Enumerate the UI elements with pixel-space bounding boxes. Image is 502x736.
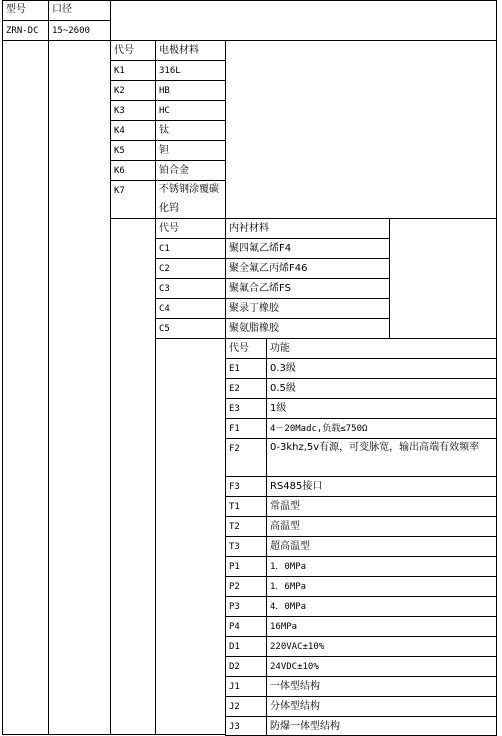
function-name: 4－20Madc,负载≤750Ω — [270, 424, 368, 434]
function-code: T3 — [229, 542, 240, 552]
function-name-cell — [266, 636, 497, 656]
lining-name-header — [225, 218, 389, 238]
function-code: E2 — [229, 384, 240, 394]
electrode-name-cell — [155, 160, 225, 180]
function-code: P3 — [229, 602, 240, 612]
electrode-code-cell — [110, 180, 155, 218]
function-name-header — [266, 338, 497, 358]
function-code-cell — [225, 616, 266, 636]
electrode-name: 钛 — [159, 125, 169, 136]
model-value — [2, 20, 48, 40]
function-code: D2 — [229, 662, 240, 672]
function-code-cell — [225, 496, 266, 516]
function-code: J2 — [229, 702, 240, 712]
function-code: E1 — [229, 364, 240, 374]
function-name: 常温型 — [270, 501, 300, 512]
function-code-cell — [225, 358, 266, 378]
electrode-code: K5 — [114, 146, 125, 156]
electrode-name: HC — [159, 106, 170, 116]
lining-name-cell — [225, 258, 389, 278]
function-code-cell — [225, 418, 266, 438]
electrode-code-cell — [110, 80, 155, 100]
function-name: 1级 — [270, 403, 287, 414]
function-name: 1．6MPa — [270, 582, 307, 592]
electrode-code: K2 — [114, 86, 125, 96]
lining-code: C3 — [159, 284, 170, 294]
function-code-cell — [225, 636, 266, 656]
lining-code: C2 — [159, 264, 170, 274]
electrode-code: K3 — [114, 106, 125, 116]
model-span — [2, 40, 48, 735]
function-code: P1 — [229, 562, 240, 572]
lining-code-cell — [155, 238, 225, 258]
function-name: 4．0MPa — [270, 602, 307, 612]
electrode-code-header — [110, 40, 155, 60]
lining-span — [155, 338, 225, 735]
lining-name: 聚全氟乙丙烯F46 — [229, 263, 308, 274]
function-name: 0-3khz,5v有源，可变脉宽，输出高端有效频率 — [270, 442, 480, 453]
electrode-name-header — [155, 40, 225, 60]
electrode-name-cell — [155, 60, 225, 80]
function-code: P4 — [229, 622, 240, 632]
function-code: F1 — [229, 424, 240, 434]
function-name: 一体型结构 — [270, 681, 320, 692]
function-code-cell — [225, 476, 266, 496]
function-code-cell — [225, 516, 266, 536]
electrode-name-cell — [155, 180, 225, 218]
electrode-code: K4 — [114, 126, 125, 136]
function-name-header-label: 功能 — [270, 343, 290, 354]
lining-code-header-label: 代号 — [159, 223, 179, 234]
function-code-cell — [225, 536, 266, 556]
function-name: 0.5级 — [270, 383, 296, 394]
function-name: 0.3级 — [270, 363, 296, 374]
electrode-code-cell — [110, 160, 155, 180]
function-code-cell — [225, 716, 266, 736]
electrode-code: K1 — [114, 66, 125, 76]
caliber-header — [48, 0, 110, 20]
function-name-cell — [266, 476, 497, 496]
function-name: RS485接口 — [270, 481, 323, 492]
lining-name: 聚氟合乙烯FS — [229, 283, 291, 294]
function-name-cell — [266, 418, 497, 438]
function-code-cell — [225, 398, 266, 418]
function-name-cell — [266, 556, 497, 576]
function-code: D1 — [229, 642, 240, 652]
electrode-name-header-label: 电极材料 — [159, 45, 199, 56]
function-name-cell — [266, 576, 497, 596]
function-code: T1 — [229, 502, 240, 512]
electrode-name: HB — [159, 86, 170, 96]
electrode-name: 316L — [159, 66, 181, 76]
function-code-cell — [225, 696, 266, 716]
function-code-cell — [225, 656, 266, 676]
function-code-cell — [225, 596, 266, 616]
function-code: F2 — [229, 444, 240, 454]
blank-top-right — [110, 0, 497, 40]
function-code: E3 — [229, 404, 240, 414]
model-value-text: ZRN-DC — [6, 26, 39, 36]
function-code: F3 — [229, 482, 240, 492]
function-code-cell — [225, 378, 266, 398]
lining-code-cell — [155, 258, 225, 278]
function-name-cell — [266, 596, 497, 616]
electrode-code-cell — [110, 140, 155, 160]
electrode-name: 铂合金 — [159, 165, 189, 176]
caliber-span — [48, 40, 110, 735]
lining-code-header — [155, 218, 225, 238]
function-name-cell — [266, 438, 497, 476]
function-name-cell — [266, 358, 497, 378]
function-code-cell — [225, 438, 266, 476]
function-name: 防爆一体型结构 — [270, 721, 340, 732]
electrode-code-cell — [110, 60, 155, 80]
blank-lining-right — [389, 218, 497, 338]
lining-code-cell — [155, 278, 225, 298]
caliber-value-text: 15~2600 — [52, 26, 90, 36]
lining-name: 聚录丁橡胶 — [229, 303, 279, 314]
electrode-name-cell — [155, 100, 225, 120]
electrode-name: 钽 — [159, 145, 169, 156]
lining-code-cell — [155, 298, 225, 318]
electrode-name-cell — [155, 120, 225, 140]
function-name-cell — [266, 616, 497, 636]
lining-code-cell — [155, 318, 225, 338]
lining-name: 聚四氟乙烯F4 — [229, 243, 292, 254]
lining-code: C1 — [159, 244, 170, 254]
caliber-header-label: 口径 — [52, 4, 72, 15]
function-name-cell — [266, 398, 497, 418]
electrode-code-cell — [110, 100, 155, 120]
lining-name-cell — [225, 238, 389, 258]
function-name-cell — [266, 696, 497, 716]
function-code: J3 — [229, 722, 240, 732]
lining-name-cell — [225, 298, 389, 318]
electrode-code: K6 — [114, 166, 125, 176]
electrode-code-header-label: 代号 — [114, 45, 134, 56]
lining-name-cell — [225, 278, 389, 298]
function-name-cell — [266, 516, 497, 536]
electrode-code: K7 — [114, 186, 125, 196]
function-code: P2 — [229, 582, 240, 592]
lining-code: C4 — [159, 304, 170, 314]
caliber-value — [48, 20, 110, 40]
lining-name-cell — [225, 318, 389, 338]
function-name: 超高温型 — [270, 541, 310, 552]
function-name-cell — [266, 716, 497, 736]
function-name: 16MPa — [270, 622, 298, 632]
function-code-cell — [225, 676, 266, 696]
function-name: 1．0MPa — [270, 562, 307, 572]
model-header-label: 型号 — [6, 4, 26, 15]
function-code-header — [225, 338, 266, 358]
function-code: T2 — [229, 522, 240, 532]
function-name: 分体型结构 — [270, 701, 320, 712]
electrode-name-cell — [155, 80, 225, 100]
function-code: J1 — [229, 682, 240, 692]
function-name: 高温型 — [270, 521, 300, 532]
function-code-cell — [225, 576, 266, 596]
lining-name-header-label: 内衬材料 — [229, 223, 269, 234]
lining-name: 聚氨脂橡胶 — [229, 323, 279, 334]
function-name-cell — [266, 656, 497, 676]
function-name: 220VAC±10% — [270, 642, 325, 652]
model-header — [2, 0, 48, 20]
function-code-cell — [225, 556, 266, 576]
electrode-span — [110, 218, 155, 735]
electrode-code-cell — [110, 120, 155, 140]
electrode-name: 不锈钢涂覆碳化钨 — [159, 184, 219, 214]
electrode-name-cell — [155, 140, 225, 160]
lining-code: C5 — [159, 324, 170, 334]
function-name-cell — [266, 676, 497, 696]
blank-electrode-right — [225, 40, 497, 218]
function-code-header-label: 代号 — [229, 343, 249, 354]
function-name-cell — [266, 378, 497, 398]
function-name-cell — [266, 496, 497, 516]
function-name: 24VDC±10% — [270, 662, 319, 672]
function-name-cell — [266, 536, 497, 556]
